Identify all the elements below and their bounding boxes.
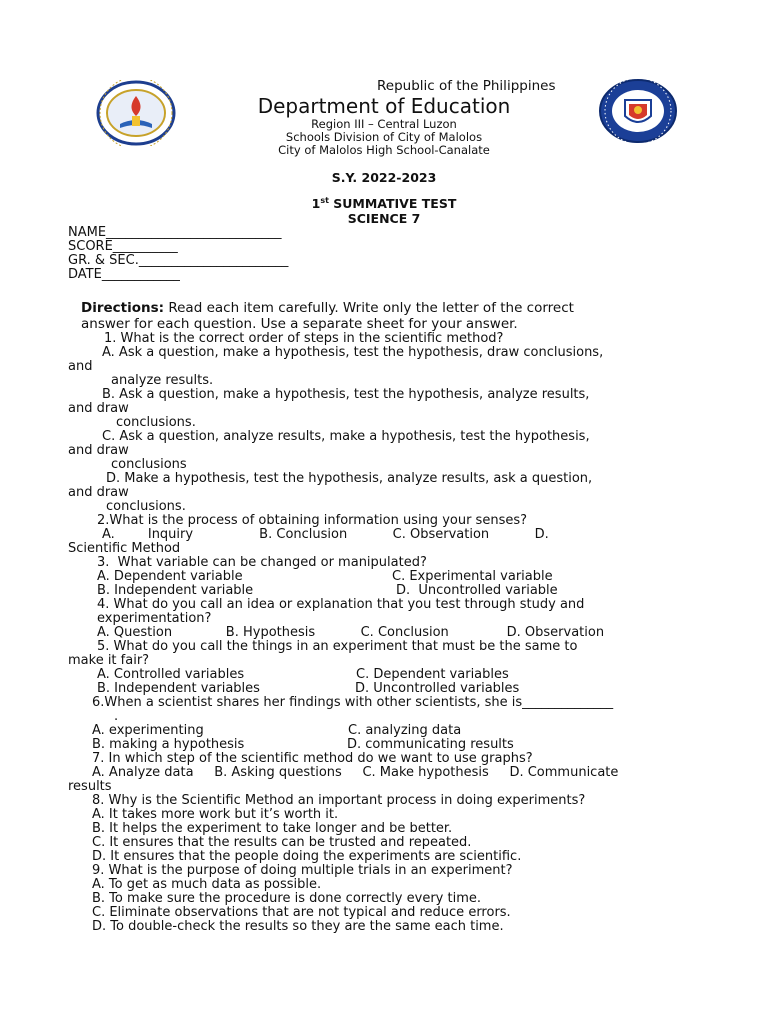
q6-stem: 6.When a scientist shares her findings with other scientists, she is______________ [92,695,614,710]
q9-option-d: D. To double-check the results so they are the same each time. [92,919,504,934]
q2-stem: 2.What is the process of obtaining information using your senses? [97,513,528,528]
q4-options: A. Question B. Hypothesis C. Conclusion D. Observation [97,625,605,640]
q1-option-a: A. Ask a question, make a hypothesis, test the hypothesis, draw conclusions, [102,345,604,360]
directions-text-1: Read each item carefully. Write only the letter of the correct [164,300,574,316]
q3-option-a: A. Dependent variable [97,569,243,584]
q5-option-d: D. Uncontrolled variables [355,681,520,696]
test-ordinal-suffix: st [320,195,329,205]
q2-options: A. Inquiry B. Conclusion C. Observation D. [102,527,549,542]
q5-option-a: A. Controlled variables [97,667,245,682]
q7-options: A. Analyze data B. Asking questions C. Make hypothesis D. Communicate [92,765,619,780]
q1-option-c-wrap: and draw [68,443,129,458]
q3-option-d: D. Uncontrolled variable [396,583,558,598]
q6-option-d: D. communicating results [347,737,514,752]
q8-option-a: A. It takes more work but it’s worth it. [92,807,339,822]
grade-section-field[interactable]: GR. & SEC._______________________ [68,253,289,268]
division-text: Schools Division of City of Malolos [285,130,483,144]
q8-option-d: D. It ensures that the people doing the experiments are scientific. [92,849,522,864]
directions-line-2: answer for each question. Use a separate sheet for your answer. [81,316,518,332]
q1-option-b-wrap: and draw [68,401,129,416]
school-year: S.Y. 2022-2023 [331,170,437,185]
q3-option-c: C. Experimental variable [392,569,553,584]
q7-stem: 7. In which step of the scientific method do we want to use graphs? [92,751,533,766]
q6-option-b: B. making a hypothesis [92,737,245,752]
q9-option-c: C. Eliminate observations that are not typical and reduce errors. [92,905,511,920]
name-field[interactable]: NAME___________________________ [68,225,282,240]
q6-option-c: C. analyzing data [348,723,462,738]
q8-option-b: B. It helps the experiment to take longer and be better. [92,821,453,836]
q9-option-a: A. To get as much data as possible. [92,877,322,892]
republic-text: Republic of the Philippines [377,78,556,94]
q1-option-d-wrap: and draw [68,485,129,500]
directions-label: Directions: [81,300,165,316]
department-title: Department of Education [257,94,511,118]
test-title-text: SUMMATIVE TEST [328,196,457,211]
q5-stem: 5. What do you call the things in an experiment that must be the same to [97,639,578,654]
test-title [0,196,768,211]
q7-options-wrap: results [68,779,112,794]
test-ordinal-number: 1 [311,196,321,211]
date-field[interactable]: DATE____________ [68,267,180,282]
q6-option-a: A. experimenting [92,723,204,738]
q5-stem-wrap: make it fair? [68,653,150,668]
q5-option-b: B. Independent variables [97,681,260,696]
q9-stem: 9. What is the purpose of doing multiple trials in an experiment? [92,863,513,878]
q1-option-d: D. Make a hypothesis, test the hypothesis, analyze results, ask a question, [106,471,593,486]
q1-option-d-cont: conclusions. [106,499,186,514]
q1-option-b: B. Ask a question, make a hypothesis, test the hypothesis, analyze results, [102,387,590,402]
q8-option-c: C. It ensures that the results can be trusted and repeated. [92,835,472,850]
q6-stem-wrap: . [114,709,119,724]
q1-stem: 1. What is the correct order of steps in the scientific method? [104,331,504,346]
directions-line-1 [81,300,574,316]
q3-stem: 3. What variable can be changed or manipulated? [97,555,427,570]
q3-option-b: B. Independent variable [97,583,254,598]
q4-stem: 4. What do you call an idea or explanation that you test through study and [97,597,585,612]
region-text: Region III – Central Luzon [311,117,457,131]
q1-option-b-cont: conclusions. [116,415,196,430]
q4-stem-cont: experimentation? [97,611,212,626]
q1-option-c-cont: conclusions [111,457,187,472]
q2-options-wrap: Scientific Method [68,541,181,556]
subject-title: SCIENCE 7 [347,211,421,226]
q8-stem: 8. Why is the Scientific Method an important process in doing experiments? [92,793,586,808]
q1-option-c: C. Ask a question, analyze results, make a hypothesis, test the hypothesis, [102,429,590,444]
q9-option-b: B. To make sure the procedure is done correctly every time. [92,891,481,906]
q5-option-c: C. Dependent variables [356,667,509,682]
q1-option-a-wrap: and [68,359,93,374]
school-text: City of Malolos High School-Canalate [278,143,490,157]
q1-option-a-cont: analyze results. [111,373,214,388]
score-field[interactable]: SCORE__________ [68,239,178,254]
